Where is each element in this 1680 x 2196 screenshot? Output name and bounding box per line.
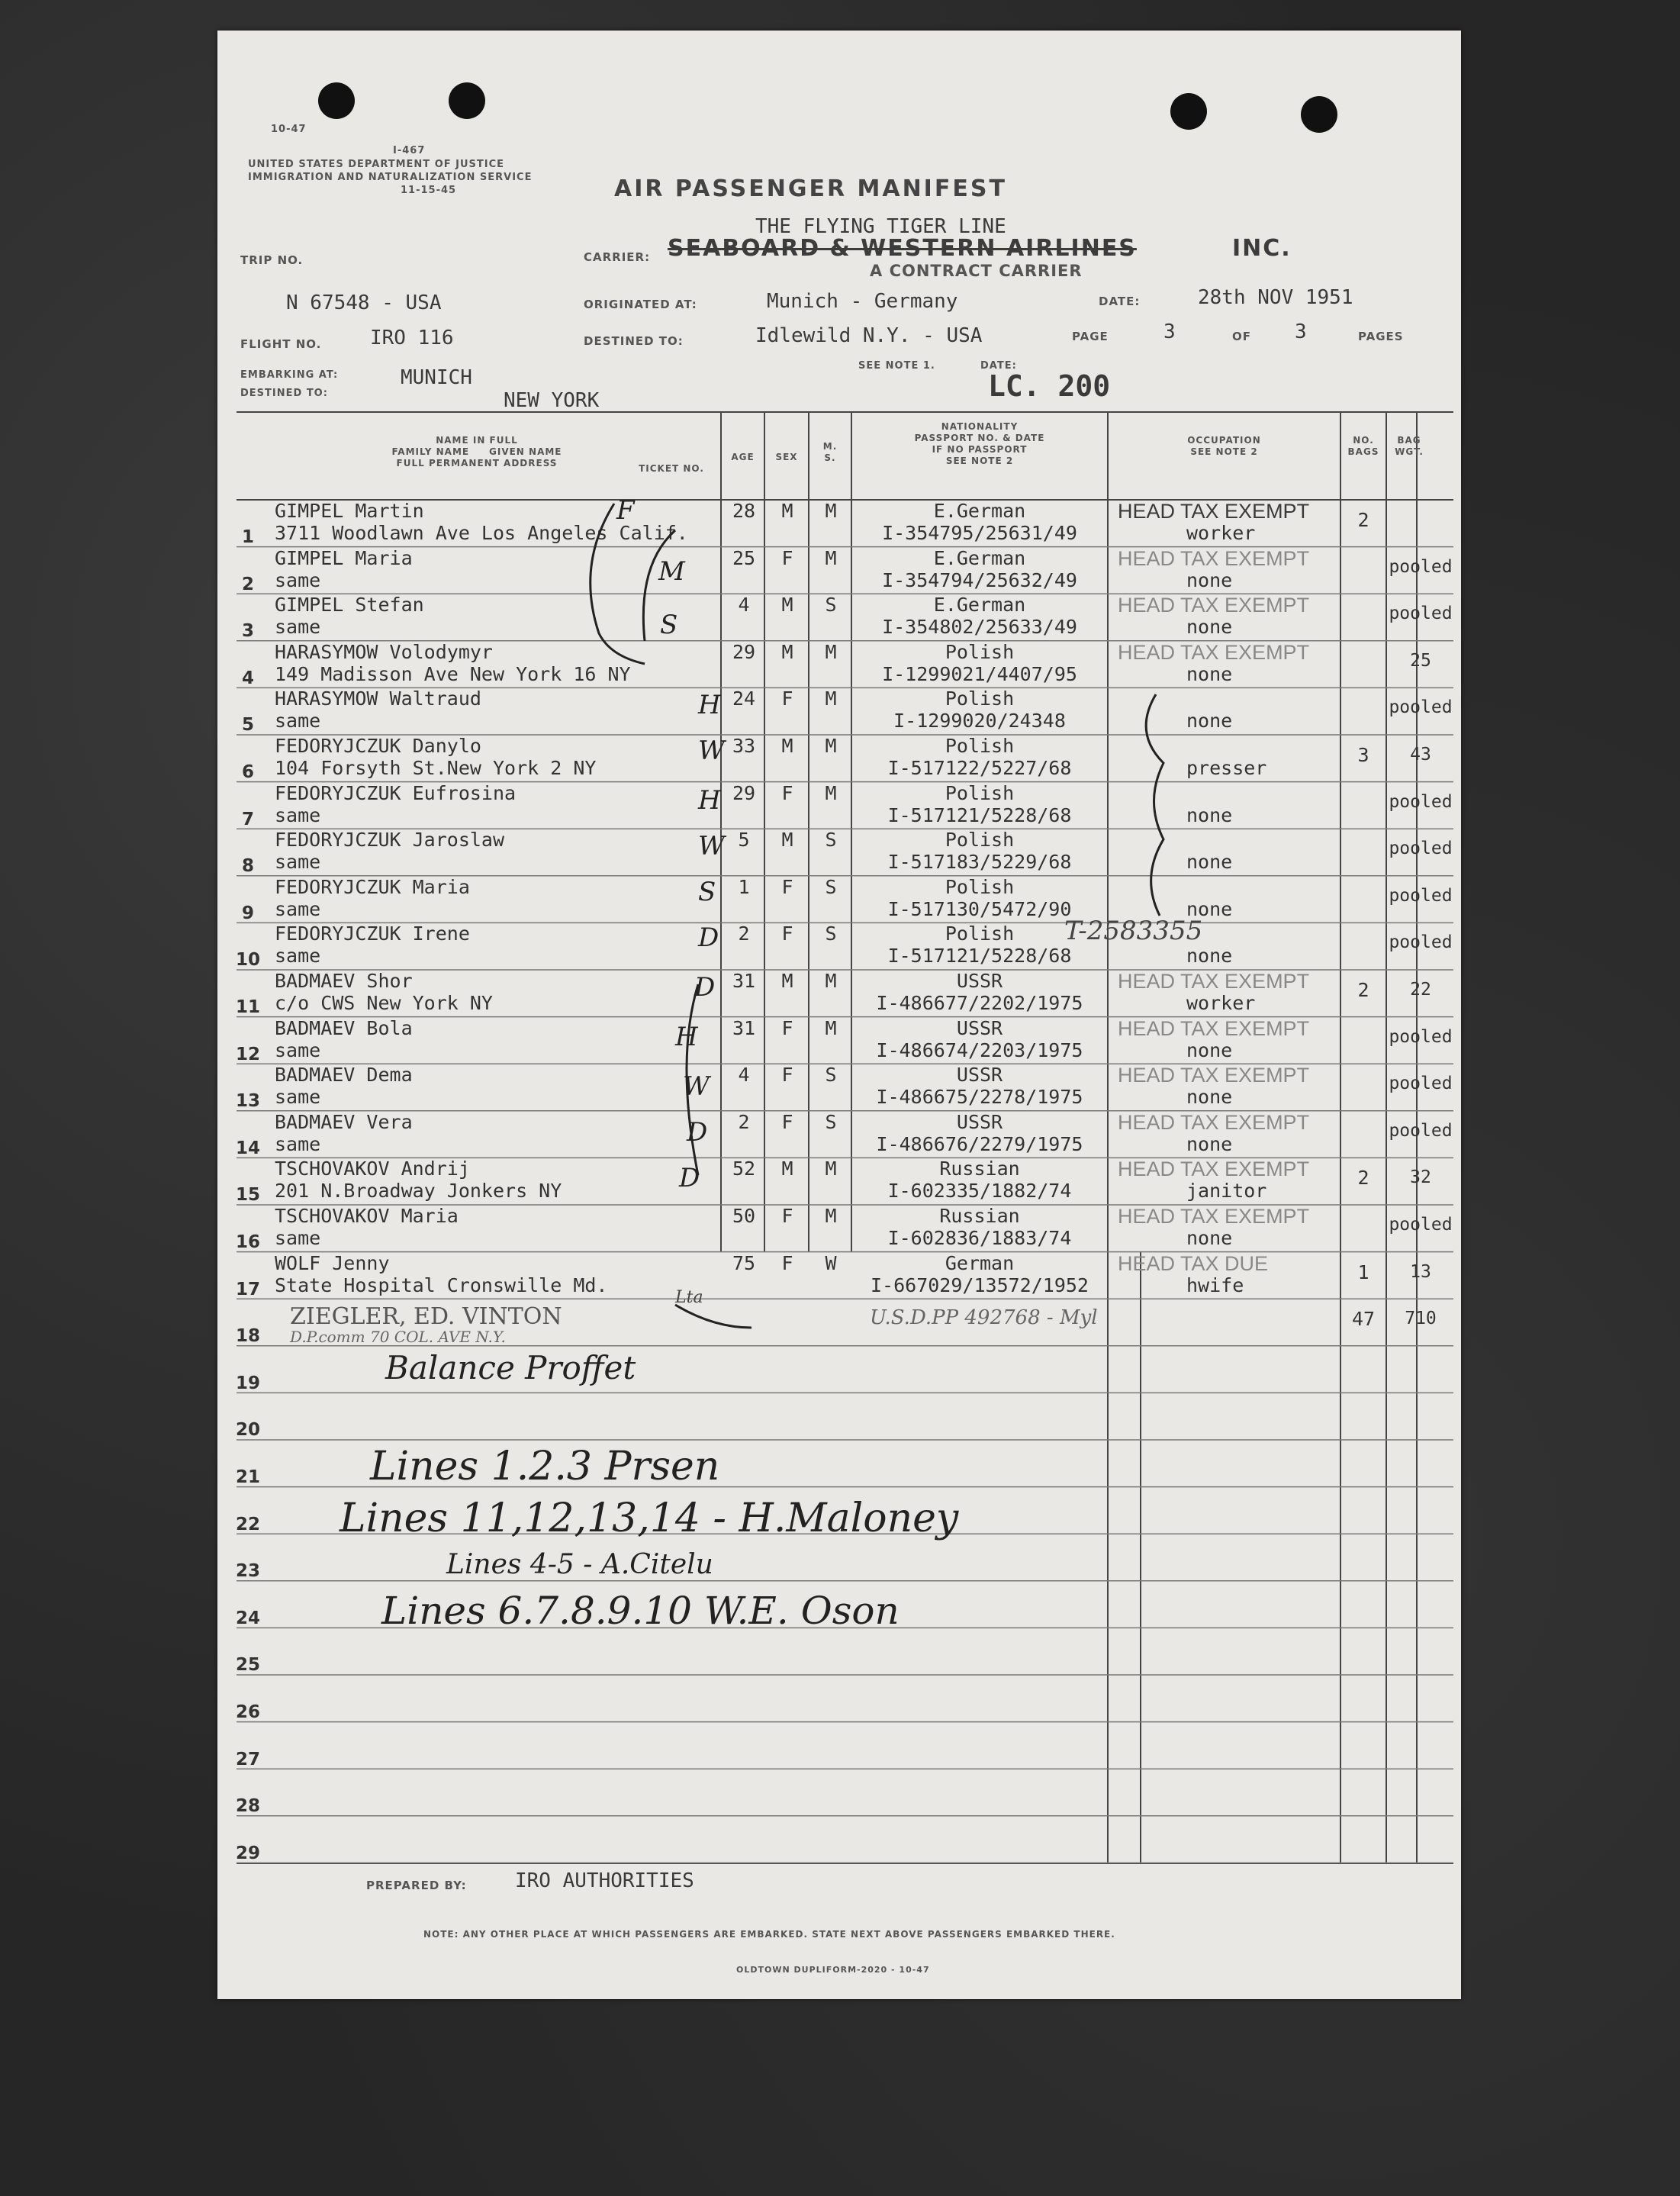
passenger-nationality: USSR [956,1110,1003,1133]
passenger-passport: I-602836/1883/74 [887,1227,1072,1249]
punch-hole [449,82,485,119]
handwritten-row19: Balance Proffet [385,1349,636,1386]
passenger-address: same [275,803,321,826]
passenger-bag-weight: pooled [1389,1026,1453,1047]
passenger-sex: M [781,970,793,992]
flight-no-value: IRO 116 [370,327,454,349]
passenger-passport: I-486676/2279/1975 [876,1132,1083,1155]
passenger-passport: I-354794/25632/49 [882,568,1077,591]
passenger-name: FEDORYJCZUK Jaroslaw [275,829,505,852]
handwritten-row18-name: ZIEGLER, ED. VINTON [290,1303,562,1330]
row-number: 29 [235,1843,260,1863]
passenger-sex: F [781,781,793,804]
passenger-passport: I-517130/5472/90 [887,897,1072,920]
row-number: 25 [235,1655,260,1676]
passenger-nationality: Polish [945,875,1015,898]
passenger-sex: F [781,923,793,945]
date2-label: DATE: [980,360,1017,372]
col-age-header: AGE [731,452,755,462]
page-label: PAGE [1072,330,1109,343]
col-ms-header: M. S. [822,441,838,463]
passenger-name: GIMPEL Martin [275,500,424,522]
row-number: 2 [241,574,254,594]
passenger-occupation: none [1186,1086,1233,1109]
passenger-nationality: Russian [939,1158,1020,1180]
passenger-age: 2 [738,923,750,945]
handwritten-row18-passport: U.S.D.PP 492768 - Myl [870,1306,1098,1329]
passenger-address: same [275,1227,321,1249]
date-label: DATE: [1099,295,1141,308]
originated-at-label: ORIGINATED AT: [584,298,697,311]
passenger-marital: S [825,829,837,852]
passenger-nationality: Polish [945,781,1015,804]
passenger-sex: F [781,546,793,569]
carrier-typed: THE FLYING TIGER LINE [755,215,1006,238]
passenger-occupation: none [1186,616,1233,639]
passenger-marital: S [825,923,837,945]
row-number: 20 [235,1420,260,1441]
passenger-nationality: USSR [956,970,1003,992]
passenger-address: 201 N.Broadway Jonkers NY [275,1180,562,1203]
passenger-nationality: German [945,1251,1015,1274]
row-number: 19 [235,1373,260,1393]
passenger-age: 1 [738,875,750,898]
trip-no-value: N 67548 - USA [286,291,442,314]
passenger-address: same [275,1038,321,1061]
head-tax-stamp: HEAD TAX EXEMPT [1118,970,1310,993]
passenger-marital: M [825,500,837,522]
passenger-bags: 2 [1357,979,1369,1001]
passenger-sex: M [781,500,793,522]
family-letter-s: S [698,877,716,907]
passenger-sex: M [781,829,793,852]
row-number: 15 [235,1185,260,1206]
passenger-nationality: Polish [945,923,1015,945]
passenger-occupation: none [1186,1038,1233,1061]
family-letter-d: D [694,972,716,1003]
passenger-age: 2 [738,1110,750,1133]
passenger-occupation: none [1186,945,1233,968]
col-bags-header: NO. BAGS [1347,435,1379,457]
destined-to-value: Idlewild N.Y. - USA [755,324,983,347]
passenger-marital: S [825,875,837,898]
passenger-passport: I-602335/1882/74 [887,1180,1072,1203]
trip-no-label: TRIP NO. [240,253,304,267]
passenger-marital: S [825,1110,837,1133]
punch-hole [1170,93,1207,130]
row-number: 16 [235,1232,260,1252]
passenger-age: 31 [732,970,756,992]
passenger-passport: I-486675/2278/1975 [876,1086,1083,1109]
passenger-nationality: Polish [945,687,1015,710]
prepared-by-value: IRO AUTHORITIES [515,1869,694,1892]
passenger-occupation: none [1186,568,1233,591]
passenger-age: 50 [732,1205,756,1227]
row-number: 9 [241,903,254,923]
row-number: 23 [235,1561,260,1582]
passenger-occupation: presser [1186,757,1267,779]
row-number: 4 [241,668,254,688]
passenger-name: FEDORYJCZUK Eufrosina [275,781,517,804]
passenger-address: same [275,945,321,968]
passenger-occupation: none [1186,710,1233,733]
passenger-occupation: hwife [1186,1273,1244,1296]
family-letter-d: D [698,923,719,953]
passenger-sex: F [781,875,793,898]
passenger-address: same [275,616,321,639]
passenger-age: 31 [732,1016,756,1039]
row-number: 12 [235,1044,260,1064]
passenger-bags: 3 [1357,744,1369,766]
carrier-label: CARRIER: [584,250,651,264]
agency-date: 11-15-45 [401,185,457,196]
passenger-sex: M [781,1158,793,1180]
head-tax-stamp: HEAD TAX EXEMPT [1118,594,1310,617]
passenger-address: State Hospital Cronswille Md. [275,1273,608,1296]
passenger-nationality: Polish [945,829,1015,852]
destined-to2-label: DESTINED TO: [240,388,328,399]
flight-no-label: FLIGHT NO. [240,337,322,351]
family-letter-w: W [698,831,725,861]
row-number: 3 [241,621,254,642]
passenger-address: c/o CWS New York NY [275,992,493,1014]
embarking-at-label: EMBARKING AT: [240,369,339,381]
passenger-passport: I-486674/2203/1975 [876,1038,1083,1061]
see-note-label: SEE NOTE 1. [858,360,935,372]
row-number: 7 [241,809,254,829]
passenger-age: 29 [732,640,756,663]
passenger-bag-weight: pooled [1389,839,1453,859]
handwritten-line22: Lines 11,12,13,14 - H.Maloney [340,1496,959,1541]
prepared-by-label: PREPARED BY: [366,1879,467,1892]
passenger-sex: M [781,640,793,663]
of-value: 3 [1295,320,1307,343]
agency-line1: UNITED STATES DEPARTMENT OF JUSTICE [248,159,505,170]
passenger-age: 75 [732,1251,756,1274]
passenger-passport: I-517122/5227/68 [887,757,1072,779]
passenger-marital: W [825,1251,837,1274]
passenger-bag-weight: 43 [1410,745,1431,765]
passenger-name: FEDORYJCZUK Maria [275,875,470,898]
destined-to-label: DESTINED TO: [584,334,684,348]
col-occupation-header: OCCUPATION SEE NOTE 2 [1187,435,1261,457]
passenger-passport: I-667029/13572/1952 [871,1273,1089,1296]
passenger-sex: M [781,594,793,617]
family-letter-d: D [687,1117,708,1148]
passenger-address: same [275,897,321,920]
passenger-name: GIMPEL Maria [275,546,413,569]
passenger-bag-weight: pooled [1389,1074,1453,1094]
family-letter-m: M [658,556,685,587]
passenger-nationality: USSR [956,1016,1003,1039]
head-tax-stamp: HEAD TAX EXEMPT [1118,500,1310,523]
row-number: 18 [235,1326,260,1347]
row-number: 1 [241,527,254,547]
head-tax-stamp: HEAD TAX EXEMPT [1118,1205,1310,1228]
passenger-occupation: none [1186,851,1233,874]
passenger-occupation: none [1186,897,1233,920]
row-number: 28 [235,1796,260,1817]
passenger-bag-weight: 710 [1405,1309,1437,1329]
passenger-sex: F [781,1251,793,1274]
embarking-at-value: MUNICH [401,366,472,389]
form-code: I-467 [393,145,426,156]
pages-label: PAGES [1358,330,1404,343]
col-ticket-header: TICKET NO. [639,463,704,474]
passenger-address: same [275,851,321,874]
passenger-bag-weight: pooled [1389,697,1453,718]
destined-to2-value: NEW YORK [504,389,600,412]
passenger-marital: M [825,1016,837,1039]
passenger-name: TSCHOVAKOV Andrij [275,1158,470,1180]
passenger-nationality: E.German [933,546,1026,569]
passenger-age: 28 [732,500,756,522]
passenger-age: 5 [738,829,750,852]
row-number: 17 [235,1279,260,1299]
passenger-name: BADMAEV Vera [275,1110,413,1133]
family-letter-h: H [698,785,721,816]
passenger-nationality: Polish [945,735,1015,757]
passenger-nationality: USSR [956,1064,1003,1087]
passenger-occupation: none [1186,1227,1233,1249]
passenger-marital: M [825,687,837,710]
passenger-marital: M [825,640,837,663]
passenger-sex: F [781,687,793,710]
row-number: 22 [235,1514,260,1534]
passenger-bag-weight: pooled [1389,1215,1453,1235]
family-letter-w: W [683,1071,710,1102]
originated-at-value: Munich - Germany [767,290,958,313]
passenger-marital: M [825,1158,837,1180]
passenger-age: 4 [738,1064,750,1087]
passenger-name: BADMAEV Shor [275,970,413,992]
passenger-bags: 47 [1351,1308,1376,1331]
passenger-sex: F [781,1110,793,1133]
col-name-header: NAME IN FULL FAMILY NAME GIVEN NAME FULL PERMANENT ADDRESS [391,435,562,469]
head-tax-stamp: HEAD TAX DUE [1118,1251,1269,1275]
passenger-bag-weight: pooled [1389,556,1453,577]
handwritten-line23: Lines 4-5 - A.Citelu [446,1549,713,1580]
passenger-marital: M [825,735,837,757]
passenger-marital: M [825,1205,837,1227]
passenger-nationality: Russian [939,1205,1020,1227]
passenger-address: same [275,710,321,733]
carrier-suffix: INC. [1232,235,1292,262]
passenger-name: BADMAEV Bola [275,1016,413,1039]
row-number: 24 [235,1608,260,1628]
passenger-nationality: Polish [945,640,1015,663]
passenger-sex: F [781,1016,793,1039]
passenger-bag-weight: pooled [1389,791,1453,812]
passenger-sex: F [781,1205,793,1227]
head-tax-stamp: HEAD TAX EXEMPT [1118,1158,1310,1181]
passenger-sex: M [781,735,793,757]
handwritten-ltd: Lta [675,1288,703,1307]
punch-hole [318,82,355,119]
passenger-address: same [275,1086,321,1109]
punch-hole [1301,96,1337,133]
manifest-sheet [217,31,1461,1999]
passenger-occupation: worker [1186,522,1256,544]
passenger-marital: S [825,1064,837,1087]
contract-carrier: A CONTRACT CARRIER [870,262,1083,280]
head-tax-stamp: HEAD TAX EXEMPT [1118,1110,1310,1134]
form-number: 10-47 [271,124,307,135]
passenger-name: HARASYMOW Volodymyr [275,640,493,663]
footer-note: NOTE: ANY OTHER PLACE AT WHICH PASSENGERS ARE EMBARKED. STATE NEXT ABOVE PASSENGERS EMBARKED THERE. [423,1929,1115,1940]
passenger-age: 24 [732,687,756,710]
passenger-name: TSCHOVAKOV Maria [275,1205,459,1227]
family-letter-h: H [698,690,721,720]
passenger-occupation: worker [1186,992,1256,1014]
passenger-passport: I-517121/5228/68 [887,945,1072,968]
passenger-bag-weight: 32 [1410,1167,1431,1188]
head-tax-stamp: HEAD TAX EXEMPT [1118,1064,1310,1087]
family-letter-d: D [679,1163,700,1193]
passenger-passport: I-517121/5228/68 [887,803,1072,826]
family-letter-h: H [675,1022,698,1052]
passenger-passport: I-486677/2202/1975 [876,992,1083,1014]
handwritten-line21: Lines 1.2.3 Prsen [370,1444,720,1489]
family-letter-s: S [660,610,678,640]
passenger-passport: I-354802/25633/49 [882,616,1077,639]
passenger-nationality: E.German [933,594,1026,617]
passenger-bags: 1 [1357,1261,1369,1283]
passenger-address: 3711 Woodlawn Ave Los Angeles Calif. [275,522,688,544]
passenger-name: GIMPEL Stefan [275,594,424,617]
passenger-bag-weight: 13 [1410,1261,1431,1282]
passenger-address: same [275,1132,321,1155]
passenger-bag-weight: pooled [1389,885,1453,906]
passenger-passport: I-354795/25631/49 [882,522,1077,544]
passenger-address: 149 Madisson Ave New York 16 NY [275,662,631,685]
head-tax-stamp: HEAD TAX EXEMPT [1118,546,1310,570]
passenger-marital: S [825,594,837,617]
passenger-passport: I-1299021/4407/95 [882,662,1077,685]
passenger-bag-weight: 25 [1410,650,1431,671]
printer-line: OLDTOWN DUPLIFORM-2020 - 10-47 [736,1965,930,1975]
passenger-marital: M [825,970,837,992]
passenger-address: 104 Forsyth St.New York 2 NY [275,757,597,779]
passenger-name: WOLF Jenny [275,1251,390,1274]
handwritten-stamp-number: T-2583355 [1064,916,1203,946]
handwritten-line24: Lines 6.7.8.9.10 W.E. Oson [381,1589,900,1633]
passenger-name: HARASYMOW Waltraud [275,687,481,710]
passenger-name: BADMAEV Dema [275,1064,413,1087]
family-letter-f: F [616,495,635,526]
col-sex-header: SEX [775,452,798,462]
agency-line2: IMMIGRATION AND NATURALIZATION SERVICE [248,172,533,183]
col-nationality-header: NATIONALITY PASSPORT NO. & DATE IF NO PASSPORT SEE NOTE 2 [914,421,1045,466]
handwritten-row18-addr: D.P.comm 70 COL. AVE N.Y. [290,1328,506,1346]
passenger-address: same [275,568,321,591]
passenger-bags: 2 [1357,509,1369,531]
passenger-occupation: none [1186,803,1233,826]
passenger-occupation: janitor [1186,1180,1267,1203]
passenger-name: FEDORYJCZUK Danylo [275,735,481,757]
row-number: 26 [235,1702,260,1722]
passenger-nationality: E.German [933,500,1026,522]
passenger-bag-weight: pooled [1389,932,1453,953]
passenger-age: 52 [732,1158,756,1180]
head-tax-stamp: HEAD TAX EXEMPT [1118,640,1310,664]
passenger-age: 29 [732,781,756,804]
passenger-marital: M [825,546,837,569]
passenger-passport: I-1299020/24348 [893,710,1066,733]
passenger-bag-weight: 22 [1410,980,1431,1000]
date-value: 28th NOV 1951 [1198,286,1353,309]
date2-value: LC. 200 [988,369,1111,403]
manifest-title: AIR PASSENGER MANIFEST [614,175,1007,202]
passenger-age: 4 [738,594,750,617]
passenger-occupation: none [1186,662,1233,685]
row-number: 14 [235,1138,260,1158]
page-value: 3 [1163,320,1176,343]
col-weight-header: BAG WGT. [1395,435,1424,457]
row-number: 6 [241,762,254,782]
passenger-age: 33 [732,735,756,757]
passenger-bag-weight: pooled [1389,1120,1453,1141]
family-letter-w: W [698,736,725,766]
passenger-passport: I-517183/5229/68 [887,851,1072,874]
passenger-bags: 2 [1357,1167,1369,1190]
row-number: 11 [235,997,260,1017]
passenger-age: 25 [732,546,756,569]
row-number: 13 [235,1091,260,1112]
row-number: 10 [235,950,260,971]
head-tax-stamp: HEAD TAX EXEMPT [1118,1016,1310,1040]
passenger-occupation: none [1186,1132,1233,1155]
row-number: 27 [235,1749,260,1769]
row-number: 5 [241,715,254,736]
passenger-sex: F [781,1064,793,1087]
passenger-marital: M [825,781,837,804]
passenger-name: FEDORYJCZUK Irene [275,923,470,945]
of-label: OF [1232,330,1251,343]
row-number: 21 [235,1467,260,1487]
carrier-struck: SEABOARD & WESTERN AIRLINES [668,235,1137,262]
row-number: 8 [241,856,254,877]
passenger-bag-weight: pooled [1389,604,1453,624]
